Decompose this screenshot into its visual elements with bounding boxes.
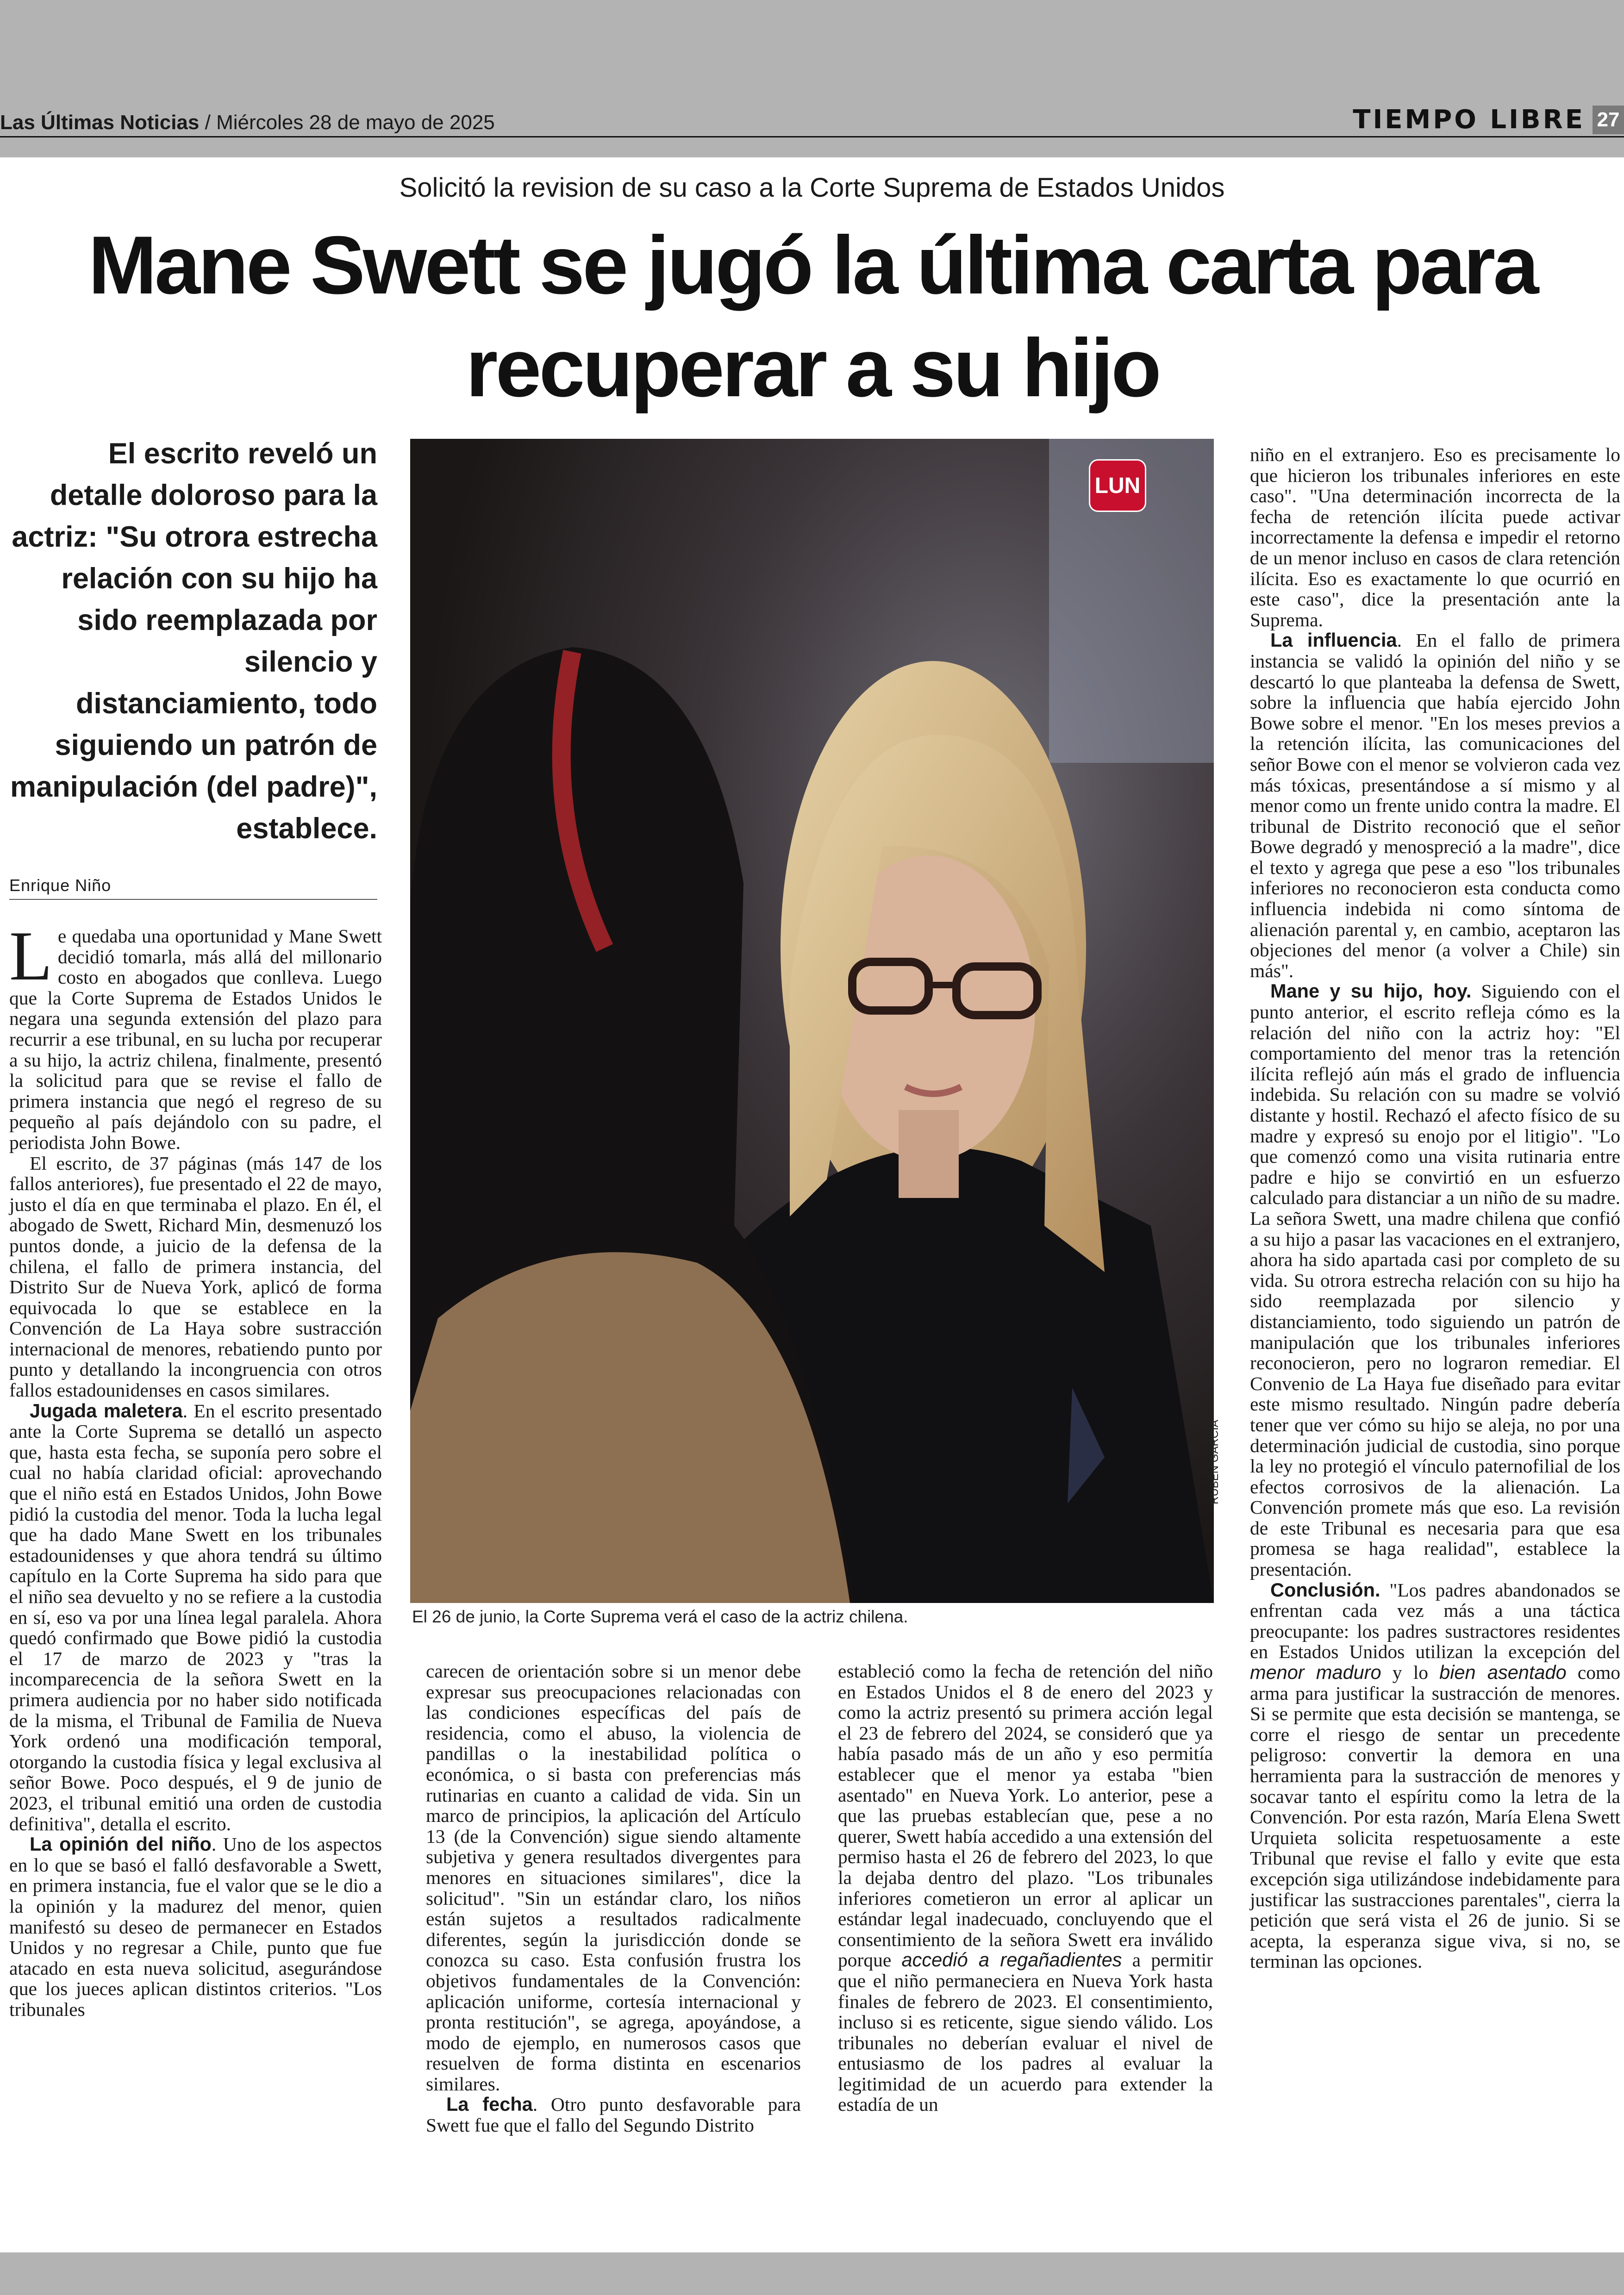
subheading: Mane y su hijo, hoy. [1270, 980, 1472, 1002]
paragraph: El escrito, de 37 páginas (más 147 de los fallos anteriores), fue presentado el 22 de mayo, justo el día en que terminaba el plazo. En él, el abogado de Swett, Richard Min, desmenuzó los puntos donde, a juicio de la defensa de la chilena, el fallo de primera instancia, del Distrito Sur de Nueva York, aplicó de forma equivocada lo que se establece en la Convención de La Haya sobre sustracción internacional de menores, rebatiendo punto por punto y detallando la incongruencia con otros fallos estadounidenses en casos similares. [9, 1152, 382, 1401]
text-column-3 [838, 1661, 1213, 2115]
lun-logo: LUN [1089, 459, 1146, 512]
section-name: TIEMPO LIBRE [1353, 105, 1585, 135]
section-label [1353, 105, 1624, 135]
paragraph [9, 1834, 382, 2020]
subheading: Conclusión. [1270, 1578, 1380, 1601]
paragraph-text: "Los padres abandonados se enfrentan cada vez más a una táctica preocupante: los padres sustractores residentes en Estados Unidos utilizan la excepción del [1250, 1579, 1620, 1663]
emphasis: menor maduro [1250, 1661, 1381, 1684]
text-column-2 [426, 1661, 801, 2136]
subheading: La influencia [1270, 629, 1397, 651]
article-photo [410, 439, 1214, 1603]
paragraph-text: a permitir que el niño permaneciera en Nueva York hasta finales de febrero de 2023. El consentimiento, incluso si es reticente, sigue siendo válido. Los tribunales no deberían evaluar el nivel de entusiasmo de los padres al evaluar la legitimidad de un acuerdo para extender la estadía de un [838, 1949, 1213, 2115]
byline: Enrique Niño [9, 876, 377, 900]
subheading: La fecha [446, 2093, 533, 2115]
paragraph [9, 917, 382, 1153]
subheading: Jugada maletera [30, 1399, 183, 1422]
paragraph-text: . En el escrito presentado ante la Corte Suprema se detalló un aspecto que, hasta esta fecha, se suponía pero sobre el cual no había claridad oficial: aprovechando que el niño está en Estados Unidos, John Bowe pidió la custodia del menor. Toda la lucha legal que ha dado Mane Swett en los tribunales estadounidenses y que ahora tendrá su último capítulo en la Corte Suprema ha sido para que el niño sea devuelto y no se refiere a la custodia en sí, eso va por una línea legal paralela. Ahora quedó confirmado que Bowe pidió la custodia el 17 de marzo de 2023 y "tras la incomparecencia de la señora Swett en la primera audiencia por no haber sido notificada de la misma, el Tribunal de Familia de Nueva York ordenó una modificación temporal, otorgando la custodia física y legal exclusiva al señor Bowe. Poco después, el 9 de junio de 2023, el tribunal emitió una orden de custodia definitiva", detalla el escrito. [9, 1400, 382, 1834]
paragraph-text: como arma para justificar la sustracción de menores. Si se permite que esta decisión se mantenga, se corre el riesgo de sentar un precedente peligroso: convertir la demora en una herramienta para la sustracción de menores y socavar tanto el espíritu como la letra de la Convención. Por esta razón, María Elena Swett Urquieta solicita respetuosamente a este Tribunal que revise el fallo y evite que esta excepción siga utilizándose indebidamente para justificar las sustracciones parentales", cierra la petición que será vista el 26 de junio. Si se acepta, la esperanza sigue viva, si no, se terminan las opciones. [1250, 1662, 1621, 1972]
paragraph-text: y lo [1381, 1662, 1440, 1684]
article-headline: Mane Swett se jugó la última carta para recuperar a su hijo [88, 219, 1537, 414]
paragraph-text: . En el fallo de primera instancia se validó la opinión del niño y se descartó lo que planteaba la defensa de Swett, sobre la influencia que había ejercido John Bowe sobre el menor. "En los meses previos a la retención ilícita, las comunicaciones del señor Bowe con el menor se volvieron cada vez más tóxicas, presentándose a sí mismo y al menor como un frente unido contra la madre. El tribunal de Distrito reconoció que el señor Bowe degradó y menospreció a la madre", dice el texto y agrega que pese a eso "los tribunales inferiores no reconocieron esta conducta como influencia indebida ni como síntoma de alienación parental y, en cambio, aceptaron las objeciones del menor (a volver a Chile) sin más". [1250, 630, 1620, 981]
emphasis: bien asentado [1439, 1661, 1567, 1684]
paragraph [1250, 1580, 1620, 1972]
paragraph [1250, 981, 1620, 1579]
paragraph [1250, 630, 1620, 981]
publication-name: Las Últimas Noticias [0, 111, 200, 134]
paragraph-text: estableció como la fecha de retención del niño en Estados Unidos el 8 de enero del 2023 y como la actriz presentó su primera acción legal el 23 de febrero del 2024, se consideró que ya había pasado más de un año y eso permitía establecer que el menor ya estaba "bien asentado" en Nueva York. Lo anterior, pese a que las pruebas establecían que, pese a no querer, Swett había accedido a una extensión del permiso hasta el 26 de febrero del 2023, lo que la dejaba dentro del plazo. "Los tribunales inferiores cometieron un error al aplicar un estándar legal inadecuado, concluyendo que el consentimiento de la señora Swett era inválido porque [838, 1660, 1213, 1971]
issue-date: Miércoles 28 de mayo de 2025 [216, 111, 495, 134]
page-number: 27 [1593, 106, 1624, 134]
paragraph-text: . Uno de los aspectos en lo que se basó el falló desfavorable a Swett, en primera instancia, fue el valor que se le dio a la opinión y la madurez del menor, quien manifestó su deseo de permanecer en Estados Unidos y no regresar a Chile, punto que fue atacado en esta nueva solicitud, asegurándose que los jueces aplican distintos criterios. "Los tribunales [9, 1834, 382, 2020]
paragraph-text: Siguiendo con el punto anterior, el escrito refleja cómo es la relación del niño con la actriz hoy: "El comportamiento del menor tras la retención ilícita reflejó aún más el grado de influencia indebida. Su relación con su madre se volvió distante y hostil. Rechazó el afecto físico de su madre y expresó su enojo por el litigio". "Lo que comenzó como una visita rutinaria entre padre e hijo se convirtió en un esfuerzo calculado para distanciar a un niño de su madre. La señora Swett, una madre chilena que confió a su hijo a pasar las vacaciones en el extranjero, ahora ha sido apartada casi por completo de su vida. Su otrora estrecha relación con su hijo ha sido reemplazada por silencio y distanciamiento, todo siguiendo un patrón de manipulación que los tribunales inferiores reconocieron, pero no lograron remediar. El Convenio de La Haya fue diseñado para evitar este mismo resultado. Ningún padre debería tener que ver cómo su hijo se aleja, no por una determinación judicial de custodia, sino porque la ley no protegió el vínculo paternofilial de los efectos corrosivos de la alienación. La Convención promete más que eso. La revisión de este Tribunal es necesaria para que esa promesa se haga realidad", establece la presentación. [1250, 980, 1621, 1580]
paragraph: carecen de orientación sobre si un menor debe expresar sus preocupaciones relacionadas con las condiciones específicas del país de residencia, como el abuso, la violencia de pandillas o la inestabilidad política o económica, o si basta con preferencias más rutinarias en cuanto a calidad de vida. Sin un marco de principios, la aplicación del Artículo 13 (de la Convención) sigue siendo altamente subjetiva y genera resultados divergentes para menores en situaciones similares", dice la solicitud". "Sin un estándar claro, los niños están sujetos a resultados radicalmente diferentes, según la jurisdicción donde se conozca su caso. Esta confusión frustra los objetivos fundamentales de la Convención: aplicación uniforme, cortesía internacional y pronta restitución", se agrega, apoyándose, a modo de ejemplo, en numerosos casos que resuelven de forma distinta en escenarios similares. [426, 1660, 801, 2095]
paragraph [838, 1661, 1213, 2115]
photo-caption: El 26 de junio, la Corte Suprema verá el caso de la actriz chilena. [412, 1607, 908, 1626]
paragraph [426, 2094, 801, 2135]
header-rule [0, 136, 1624, 137]
masthead-separator: / [199, 111, 217, 134]
masthead [0, 111, 495, 134]
paragraph: niño en el extranjero. Eso es precisamente lo que hicieron los tribunales inferiores en este caso". "Una determinación incorrecta de la fecha de retención ilícita puede activar incorrectamente la defensa e impedir el retorno de un menor incluso en casos de clara retención ilícita. Eso es exactamente lo que ocurrió en este caso", dice la presentación ante la Suprema. [1250, 444, 1620, 630]
paragraph-text: . Otro punto desfavorable para Swett fue que el fallo del Segundo Distrito [426, 2094, 801, 2136]
article-kicker: Solicitó la revision de su caso a la Corte Suprema de Estados Unidos [399, 173, 1225, 203]
photo-illustration [410, 439, 1214, 1603]
footer-band [0, 2252, 1624, 2295]
pull-quote: El escrito reveló un detalle doloroso para la actriz: "Su otrora estrecha relación con su hijo ha sido reemplazada por silencio y distanciamiento, todo siguiendo un patrón de manipulación (del padre)", establece. [10, 437, 377, 845]
text-column-4 [1250, 444, 1620, 1972]
text-column-1 [9, 917, 382, 2020]
subheading: La opinión del niño [30, 1833, 212, 1855]
paragraph-text: e quedaba una oportunidad y Mane Swett decidió tomarla, más allá del millonario costo en abogados que conlleva. Luego que la Corte Suprema de Estados Unidos le negara una segunda extensión del plazo para recurrir a ese tribunal, en su lucha por recuperar a su hijo, la actriz chilena, finalmente, presentó la solicitud para que se revise el fallo de primera instancia que negó el regreso de su pequeño al país dejándolo con su padre, el periodista John Bowe. [9, 925, 382, 1153]
emphasis: accedió a regañadientes [901, 1949, 1122, 1971]
drop-cap: L [9, 917, 52, 995]
photo-credit: RUBÉN GARCÍA [1208, 1420, 1221, 1504]
paragraph [9, 1401, 382, 1834]
